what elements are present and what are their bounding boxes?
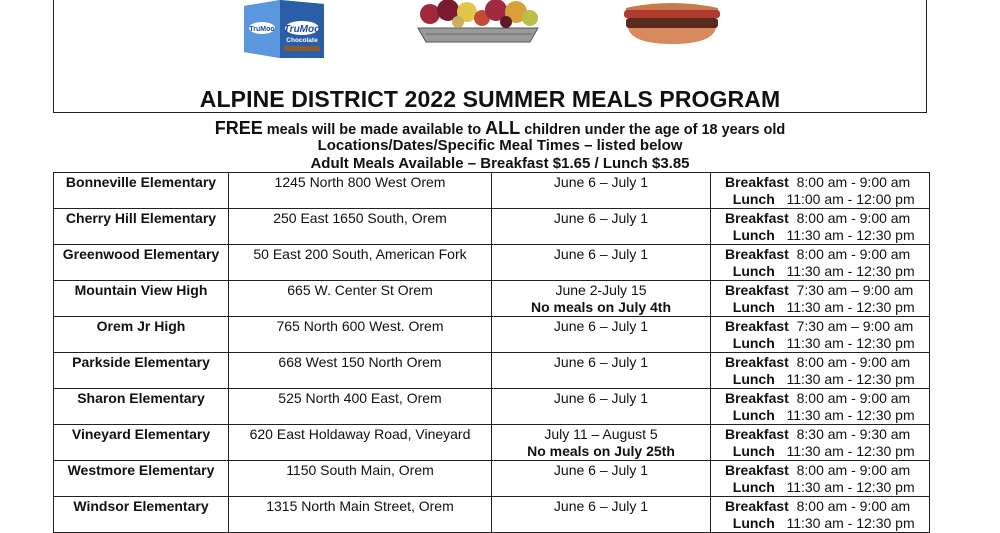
- table-row: [54, 209, 930, 245]
- lunch-hours: 11:30 am - 12:30 pm: [786, 407, 915, 423]
- breakfast-label: Breakfast: [725, 390, 789, 406]
- breakfast-label: Breakfast: [725, 498, 789, 514]
- lunch-label: Lunch: [732, 479, 775, 495]
- meal-times: [711, 389, 930, 425]
- lunch-time: [725, 515, 926, 532]
- table-row: [54, 281, 930, 317]
- lunch-time: [725, 479, 926, 496]
- lunch-label: Lunch: [732, 371, 775, 387]
- meal-times: [711, 425, 930, 461]
- date-range: July 11 – August 5: [544, 426, 658, 442]
- table-row: [54, 353, 930, 389]
- lunch-hours: 11:30 am - 12:30 pm: [786, 443, 915, 459]
- page-title: ALPINE DISTRICT 2022 SUMMER MEALS PROGRAM: [199, 86, 781, 112]
- lunch-hours: 11:30 am - 12:30 pm: [786, 371, 915, 387]
- school-address: 525 North 400 East, Orem: [229, 389, 492, 425]
- school-name: Orem Jr High: [54, 317, 229, 353]
- lunch-hours: 11:30 am - 12:30 pm: [786, 479, 915, 495]
- lunch-label: Lunch: [732, 335, 775, 351]
- milk-brand: TruMoo: [283, 24, 321, 35]
- school-name: Bonneville Elementary: [54, 173, 229, 209]
- lunch-time: [725, 335, 926, 352]
- school-address: 765 North 600 West. Orem: [229, 317, 492, 353]
- breakfast-hours: 8:00 am - 9:00 am: [796, 246, 911, 262]
- date-range: June 6 – July 1: [553, 318, 649, 334]
- locations-line: Locations/Dates/Specific Meal Times – listed below: [317, 137, 683, 154]
- table-row: [54, 317, 930, 353]
- meal-times: [711, 245, 930, 281]
- breakfast-label: Breakfast: [725, 462, 789, 478]
- school-name: Windsor Elementary: [54, 497, 229, 533]
- breakfast-time: [725, 354, 926, 371]
- date-range: June 6 – July 1: [553, 246, 649, 262]
- date-note: No meals on July 25th: [527, 443, 675, 459]
- breakfast-hours: 8:00 am - 9:00 am: [796, 498, 911, 514]
- lunch-hours: 11:30 am - 12:30 pm: [786, 227, 915, 243]
- date-range: June 6 – July 1: [553, 210, 649, 226]
- table-row: [54, 389, 930, 425]
- lunch-hours: 11:30 am - 12:30 pm: [786, 335, 915, 351]
- hamburger-image: [620, 0, 724, 46]
- milk-flavor: Chocolate: [286, 37, 318, 44]
- breakfast-label: Breakfast: [725, 318, 789, 334]
- meal-dates: [492, 353, 711, 389]
- school-name: Greenwood Elementary: [54, 245, 229, 281]
- school-address: 1150 South Main, Orem: [229, 461, 492, 497]
- adult-meals-line: Adult Meals Available – Breakfast $1.65 / Lunch $3.85: [310, 155, 690, 172]
- milk-brand-small: TruMoo: [249, 26, 275, 33]
- table-row: [54, 173, 930, 209]
- free-line-text-a: meals will be made available to: [262, 122, 486, 138]
- meal-dates: [492, 173, 711, 209]
- school-address: 668 West 150 North Orem: [229, 353, 492, 389]
- school-address: 620 East Holdaway Road, Vineyard: [229, 425, 492, 461]
- date-range: June 6 – July 1: [553, 390, 649, 406]
- table-row: [54, 461, 930, 497]
- meal-dates: [492, 245, 711, 281]
- date-note: No meals on July 4th: [530, 299, 672, 315]
- school-address: 665 W. Center St Orem: [229, 281, 492, 317]
- lunch-time: [725, 443, 926, 460]
- table-row: [54, 497, 930, 533]
- meal-dates: [492, 209, 711, 245]
- lunch-time: [725, 407, 926, 424]
- lunch-label: Lunch: [732, 263, 775, 279]
- meal-times: [711, 209, 930, 245]
- meal-dates: [492, 317, 711, 353]
- breakfast-time: [725, 282, 926, 299]
- school-name: Sharon Elementary: [54, 389, 229, 425]
- breakfast-hours: 8:30 am - 9:30 am: [796, 426, 911, 442]
- breakfast-time: [725, 174, 926, 191]
- school-name: Mountain View High: [54, 281, 229, 317]
- school-address: 250 East 1650 South, Orem: [229, 209, 492, 245]
- breakfast-label: Breakfast: [725, 426, 789, 442]
- school-address: 1245 North 800 West Orem: [229, 173, 492, 209]
- lunch-label: Lunch: [732, 191, 775, 207]
- breakfast-hours: 8:00 am - 9:00 am: [796, 174, 911, 190]
- school-name: Westmore Elementary: [54, 461, 229, 497]
- free-line-text-b: children under the age of 18 years old: [520, 122, 786, 138]
- lunch-time: [725, 227, 926, 244]
- breakfast-time: [725, 390, 926, 407]
- milk-carton-image: [240, 0, 324, 58]
- breakfast-hours: 8:00 am - 9:00 am: [796, 390, 911, 406]
- meal-dates: [492, 461, 711, 497]
- meal-schedule-table: [53, 172, 930, 533]
- school-name: Parkside Elementary: [54, 353, 229, 389]
- date-range: June 2-July 15: [555, 282, 647, 298]
- breakfast-label: Breakfast: [725, 354, 789, 370]
- breakfast-hours: 8:00 am - 9:00 am: [796, 462, 911, 478]
- lunch-hours: 11:30 am - 12:30 pm: [786, 299, 915, 315]
- date-range: June 6 – July 1: [553, 354, 649, 370]
- meal-times: [711, 353, 930, 389]
- lunch-label: Lunch: [732, 515, 775, 531]
- lunch-label: Lunch: [732, 299, 775, 315]
- breakfast-label: Breakfast: [725, 246, 789, 262]
- date-range: June 6 – July 1: [553, 462, 649, 478]
- breakfast-label: Breakfast: [725, 282, 789, 298]
- school-name: Vineyard Elementary: [54, 425, 229, 461]
- breakfast-hours: 8:00 am - 9:00 am: [796, 354, 911, 370]
- breakfast-time: [725, 426, 926, 443]
- free-meals-line: [0, 118, 1000, 139]
- breakfast-label: Breakfast: [725, 174, 789, 190]
- meal-dates: [492, 425, 711, 461]
- breakfast-hours: 7:30 am – 9:00 am: [796, 318, 914, 334]
- lunch-time: [725, 371, 926, 388]
- breakfast-hours: 7:30 am – 9:00 am: [796, 282, 914, 298]
- meal-times: [711, 281, 930, 317]
- meal-times: [711, 461, 930, 497]
- lunch-label: Lunch: [732, 443, 775, 459]
- school-name: Cherry Hill Elementary: [54, 209, 229, 245]
- lunch-hours: 11:30 am - 12:30 pm: [786, 515, 915, 531]
- school-address: 50 East 200 South, American Fork: [229, 245, 492, 281]
- date-range: June 6 – July 1: [553, 498, 649, 514]
- school-address: 1315 North Main Street, Orem: [229, 497, 492, 533]
- date-range: June 6 – July 1: [553, 174, 649, 190]
- meal-dates: [492, 281, 711, 317]
- meal-times: [711, 317, 930, 353]
- breakfast-label: Breakfast: [725, 210, 789, 226]
- meal-dates: [492, 497, 711, 533]
- lunch-time: [725, 263, 926, 280]
- lunch-time: [725, 191, 926, 208]
- meal-times: [711, 173, 930, 209]
- lunch-label: Lunch: [732, 227, 775, 243]
- table-row: [54, 425, 930, 461]
- meal-times: [711, 497, 930, 533]
- breakfast-hours: 8:00 am - 9:00 am: [796, 210, 911, 226]
- lunch-time: [725, 299, 926, 316]
- breakfast-time: [725, 318, 926, 335]
- breakfast-time: [725, 246, 926, 263]
- all-word: ALL: [485, 118, 521, 138]
- lunch-hours: 11:00 am - 12:00 pm: [786, 191, 915, 207]
- meal-dates: [492, 389, 711, 425]
- lunch-hours: 11:30 am - 12:30 pm: [786, 263, 915, 279]
- breakfast-time: [725, 462, 926, 479]
- lunch-label: Lunch: [732, 407, 775, 423]
- table-row: [54, 245, 930, 281]
- breakfast-time: [725, 210, 926, 227]
- breakfast-time: [725, 498, 926, 515]
- free-word: FREE: [214, 118, 263, 138]
- fruit-basket-image: [412, 0, 544, 44]
